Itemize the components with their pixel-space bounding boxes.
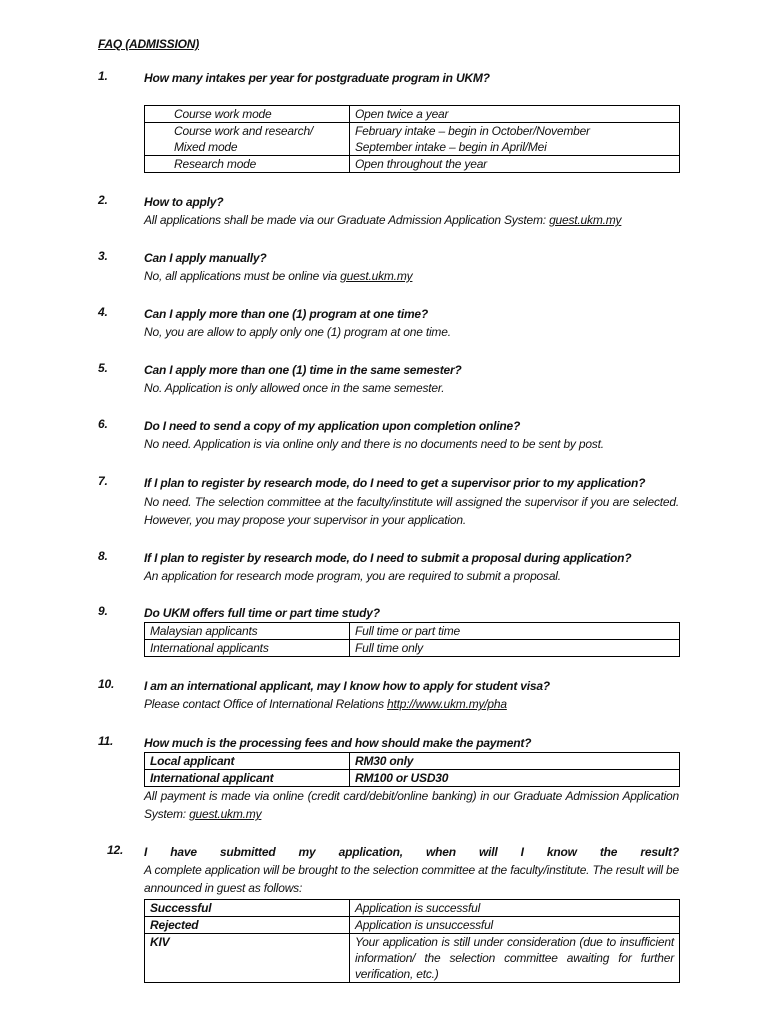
question-number: 2. [98, 193, 108, 207]
table-row [145, 917, 680, 934]
table-row [145, 934, 680, 983]
answer-text [144, 211, 679, 229]
table-cell: Open twice a year [350, 106, 680, 123]
answer-text [144, 695, 679, 713]
table-cell: February intake – begin in October/November September intake – begin in April/Mei [350, 123, 680, 156]
answer-text: A complete application will be brought to the selection committee at the faculty/institute. The result will be announced in guest as follows: [144, 863, 679, 895]
answer-text: No, you are allow to apply only one (1) program at one time. [144, 325, 451, 339]
faq-item-4 [0, 305, 768, 341]
question-text: How many intakes per year for postgraduate program in UKM? [144, 71, 490, 85]
question-text: If I plan to register by research mode, do I need to get a supervisor prior to my application? [144, 476, 646, 490]
question-number: 10. [98, 677, 115, 691]
answer-body: All payment is made via online (credit card/debit/online banking) in our Graduate Admission Application System: [144, 789, 679, 821]
table-cell: Application is successful [350, 900, 680, 917]
table-row [145, 900, 680, 917]
table-cell: Course work mode [145, 106, 350, 123]
question-number: 8. [98, 549, 108, 563]
table-row [145, 156, 680, 173]
question-number: 6. [98, 417, 108, 431]
answer-text: No need. Application is via online only and there is no documents need to be sent by post. [144, 437, 604, 451]
study-mode-table [144, 622, 680, 657]
table-row [145, 640, 680, 657]
faq-item-2 [0, 193, 768, 229]
guest-link[interactable]: guest.ukm.my [549, 213, 622, 227]
question-number: 4. [98, 305, 108, 319]
faq-item-5 [0, 361, 768, 397]
answer-body: No, all applications must be online via [144, 269, 341, 283]
table-cell: Full time only [350, 640, 680, 657]
faq-item-1 [0, 69, 768, 173]
table-row [145, 753, 680, 770]
question-text: How much is the processing fees and how should make the payment? [144, 736, 532, 750]
answer-body: All applications shall be made via our Graduate Admission Application System: [144, 213, 550, 227]
question-text: Do I need to send a copy of my application upon completion online? [144, 419, 521, 433]
question-number: 7. [98, 474, 108, 488]
question-number: 1. [98, 69, 108, 83]
result-table [144, 899, 680, 983]
answer-text: No need. The selection committee at the faculty/institute will assigned the supervisor if you are selected. [144, 495, 679, 509]
table-row [145, 123, 680, 156]
table-cell: KIV [145, 934, 350, 983]
question-text: Do UKM offers full time or part time study? [144, 606, 380, 620]
faq-item-6 [0, 417, 768, 453]
question-text: Can I apply more than one (1) time in the same semester? [144, 363, 462, 377]
question-text: Can I apply manually? [144, 251, 267, 265]
question-text: If I plan to register by research mode, do I need to submit a proposal during application? [144, 551, 632, 565]
table-cell: Course work and research/ Mixed mode [145, 123, 350, 156]
table-row [145, 770, 680, 787]
question-text: I am an international applicant, may I know how to apply for student visa? [144, 679, 550, 693]
faq-item-11 [0, 734, 768, 823]
table-cell: Open throughout the year [350, 156, 680, 173]
guest-link[interactable]: guest.ukm.my [189, 807, 262, 821]
faq-item-8 [0, 549, 768, 585]
question-number: 5. [98, 361, 108, 375]
faq-item-3 [0, 249, 768, 285]
guest-link[interactable]: guest.ukm.my [340, 269, 413, 283]
answer-text: However, you may propose your supervisor in your application. [144, 513, 466, 527]
question-text: I have submitted my application, when will I know the result? [144, 845, 679, 859]
question-number: 3. [98, 249, 108, 263]
table-cell: RM30 only [350, 753, 680, 770]
table-cell: Your application is still under consideration (due to insufficient information/ the selection committee awaiting for further verification, etc.) [350, 934, 680, 983]
table-cell: Rejected [145, 917, 350, 934]
faq-item-10 [0, 677, 768, 713]
intake-table [144, 105, 680, 173]
answer-text [144, 267, 679, 285]
table-cell: International applicant [145, 770, 350, 787]
question-text: Can I apply more than one (1) program at one time? [144, 307, 429, 321]
question-number: 12. [107, 843, 124, 857]
answer-text: No. Application is only allowed once in the same semester. [144, 381, 445, 395]
faq-item-9 [0, 604, 768, 657]
fees-table [144, 752, 680, 787]
table-cell: Application is unsuccessful [350, 917, 680, 934]
answer-text: An application for research mode program, you are required to submit a proposal. [144, 569, 561, 583]
question-number: 9. [98, 604, 108, 618]
answer-text [144, 787, 679, 823]
faq-item-7 [0, 474, 768, 529]
question-number: 11. [98, 734, 114, 748]
page-title: FAQ (ADMISSION) [98, 37, 199, 51]
faq-item-12 [0, 843, 768, 983]
answer-body: Please contact Office of International Relations [144, 697, 388, 711]
table-row [145, 623, 680, 640]
table-cell: Malaysian applicants [145, 623, 350, 640]
table-cell: Full time or part time [350, 623, 680, 640]
table-cell: International applicants [145, 640, 350, 657]
table-row [145, 106, 680, 123]
table-cell: Local applicant [145, 753, 350, 770]
table-cell: Research mode [145, 156, 350, 173]
question-text: How to apply? [144, 195, 224, 209]
pha-link[interactable]: http://www.ukm.my/pha [387, 697, 507, 711]
table-cell: Successful [145, 900, 350, 917]
table-cell: RM100 or USD30 [350, 770, 680, 787]
